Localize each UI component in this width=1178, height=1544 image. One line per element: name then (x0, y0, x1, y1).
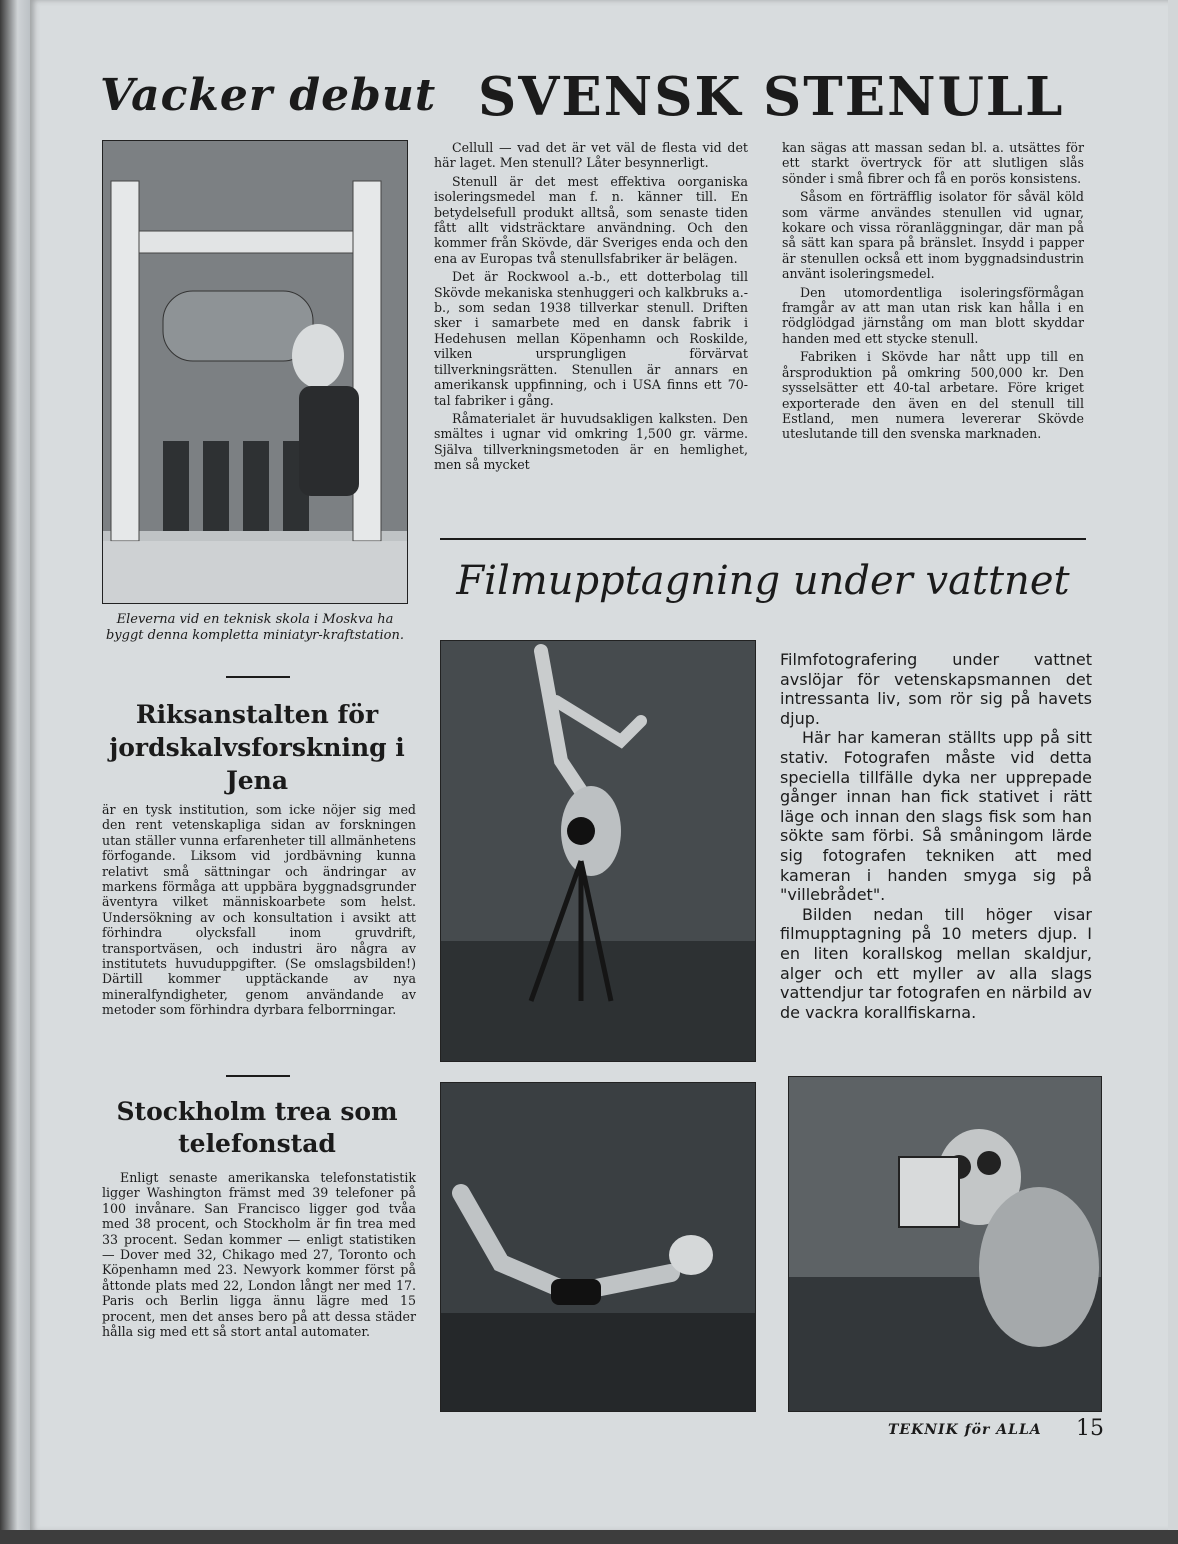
heading-filmupptagning: Filmupptagning under vattnet (456, 558, 1070, 604)
short-divider (226, 1075, 290, 1077)
film-article-text (780, 650, 1092, 1022)
stenull-paragraph: Stenull är det mest effektiva oorganiska isoleringsmedel man f. n. känner till. En betydelsefull produkt alltså, som senaste tiden fått allt vidsträcktare användning. Och den kommer från Skövde, där Sveriges enda och den ena av Europas två stenullsfabriker är belägen. (434, 173, 748, 266)
stenull-paragraph: Såsom en förträfflig isolator för såväl köld som värme användes stenullen vid ugnar, kokare och vissa röranläggningar, där man på så sätt kan spara på bränslet. Insydd i papper är stenullen också ett inom byggnadsindustrin använt isoleringsmedel. (782, 189, 1084, 282)
film-paragraph: Filmfotografering under vattnet avslöjar för vetenskapsmannen det intressanta liv, som rör sig på havets djup. (780, 650, 1092, 728)
photo-miniature-power-station (102, 140, 408, 604)
film-paragraph: Här har kameran ställts upp på sitt stativ. Fotografen måste vid detta speciella tillfälle dyka ner upprepade gånger innan han fick stativet i rätt läge och innan den slags fisk som han sökte sam förbi. Så småningom lärde sig fotografen tekniken att med kameran i handen smyga sig på "villebrådet". (780, 728, 1092, 905)
page-number: 15 (1076, 1416, 1104, 1441)
short-divider (226, 676, 290, 678)
photo-diver-filming-coral-fish (788, 1076, 1102, 1412)
bottom-edge (0, 1530, 1178, 1544)
riksanstalten-text: är en tysk institution, som icke nöjer sig med den rent vetenskapliga sidan av forskningen utan ställer vunna erfarenheter till allmänhetens förfogande. Liksom vid jordbävning kunna relativt små sättningar och ändringar av markens förmåga att uppbära byggnadsgrunder äventyra vilket människoarbete som helst. Undersökning av och konsultation i avsikt att förhindra olycksfall inom gruvdrift, transportväsen, och industri äro några av institutets huvuduppgifter. (Se omslagsbilden!) Därtill kommer upptäckande av nya mineralfyndigheter, genom användande av metoder som förhindra dyrbara felborrningar. (102, 802, 416, 1018)
heading-stockholm-telefonstad: Stockholm trea som telefonstad (116, 1097, 398, 1158)
heading-riksanstalten: Riksanstalten för jordskalvsforskning i Jena (109, 700, 405, 795)
stenull-paragraph: Det är Rockwool a.-b., ett dotterbolag till Skövde mekaniska stenhuggeri och kalkbruks a.-b., som sedan 1938 tillverkar stenull. Driften sker i samarbete med en dansk fabrik i Hedehusen mellan Köpenhamn och Roskilde, vilken ursprungligen förvärvat tillverkningsrätten. Stenullen är annars en amerikansk uppfinning, och i USA finns ett 70-tal fabriker i gång. (434, 269, 748, 408)
headline-vacker-debut: Vacker debut (100, 70, 437, 121)
photo-caption: Eleverna vid en teknisk skola i Moskva ha byggt denna kompletta miniatyr-kraftstation. (105, 612, 405, 643)
stenull-paragraph: Den utomordentliga isoleringsförmågan framgår av att man utan risk kan hålla i en rödglödgad järnstång om man blott skyddar handen med ett stycke stenull. (782, 284, 1084, 346)
stenull-paragraph: kan sägas att massan sedan bl. a. utsättes för ett starkt övertryck för att slutligen slås sönder i små fibrer och få en porös konsistens. (782, 140, 1084, 186)
riksanstalten-body (102, 802, 416, 1018)
stockholm-body (102, 1170, 416, 1339)
stenull-column-1 (434, 140, 748, 473)
section-divider (440, 538, 1086, 540)
binding-edge (0, 0, 32, 1544)
headline-svensk-stenull: SVENSK STENULL (478, 66, 1065, 128)
film-paragraph: Bilden nedan till höger visar filmupptagning på 10 meters djup. I en liten korallskog mellan skaldjur, alger och ett myller av alla slags vattendjur tar fotografen en närbild av de vackra korallfiskarna. (780, 904, 1092, 1022)
photo-diver-with-tripod-camera (440, 640, 756, 1062)
magazine-name: TEKNIK för ALLA (888, 1422, 1042, 1438)
stenull-paragraph: Cellull — vad det är vet väl de flesta vid det här laget. Men stenull? Låter besynnerligt. (434, 140, 748, 171)
page-right-edge (1168, 0, 1178, 1544)
stenull-paragraph: Råmaterialet är huvudsakligen kalksten. Den smältes i ugnar vid omkring 1,500 gr. värme. Själva tillverkningsmetoden är en hemlighet, men så mycket (434, 410, 748, 473)
photo-diver-swimming (440, 1082, 756, 1412)
stenull-column-2 (782, 140, 1084, 442)
stenull-paragraph: Fabriken i Skövde har nått upp till en årsproduktion på omkring 500,000 kr. Den sysselsätter ett 40-tal arbetare. Före kriget exporterade den även en del stenull till Estland, men numera levererar Skövde uteslutande till den svenska marknaden. (782, 349, 1084, 442)
stockholm-text: Enligt senaste amerikanska telefonstatistik ligger Washington främst med 39 telefoner på 100 invånare. San Francisco ligger god tvåa med 38 procent, och Stockholm är fin trea med 33 procent. Sedan kommer — enligt statistiken — Dover med 32, Chikago med 27, Toronto och Köpenhamn med 23. Newyork kommer först på åttonde plats med 22, London långt ner med 17. Paris och Berlin ligga ännu lägre med 15 procent, men det anses bero på att dessa städer hålla sig med ett så stort antal automater. (102, 1170, 416, 1340)
